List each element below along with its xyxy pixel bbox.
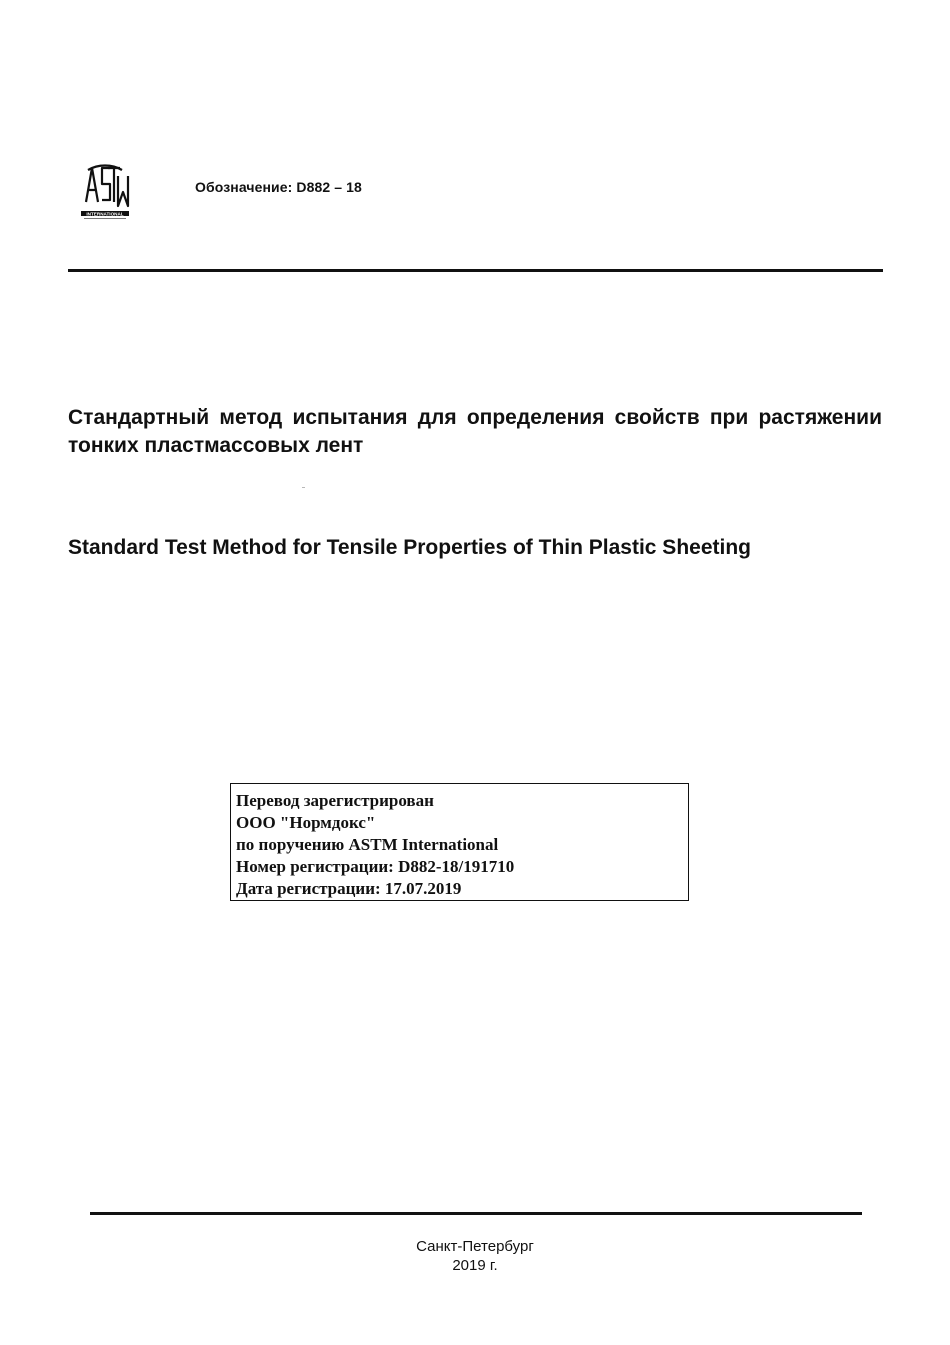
registration-line: ООО "Нормдокс" xyxy=(236,813,376,832)
title-russian: Стандартный метод испытания для определения свойств при растяжении тонких пластмассовых лент xyxy=(68,406,882,457)
svg-text:INTERNATIONAL: INTERNATIONAL xyxy=(86,211,124,217)
header-divider xyxy=(68,269,883,272)
scan-speck xyxy=(302,487,305,488)
astm-logo-icon xyxy=(78,162,132,222)
registration-line: Дата регистрации: 17.07.2019 xyxy=(236,879,462,898)
title-english: Standard Test Method for Tensile Properties of Thin Plastic Sheeting xyxy=(68,536,751,559)
footer-place-date xyxy=(0,1237,950,1275)
registration-line: Номер регистрации: D882-18/191710 xyxy=(236,857,515,876)
registration-line: Перевод зарегистрирован xyxy=(236,791,434,810)
registration-box xyxy=(230,783,689,901)
footer-city: Санкт-Петербург xyxy=(416,1238,534,1255)
document-designation: Обозначение: D882 – 18 xyxy=(195,179,362,195)
registration-line: по поручению ASTM International xyxy=(236,835,499,854)
footer-year: 2019 г. xyxy=(452,1257,498,1274)
footer-divider xyxy=(90,1212,862,1215)
